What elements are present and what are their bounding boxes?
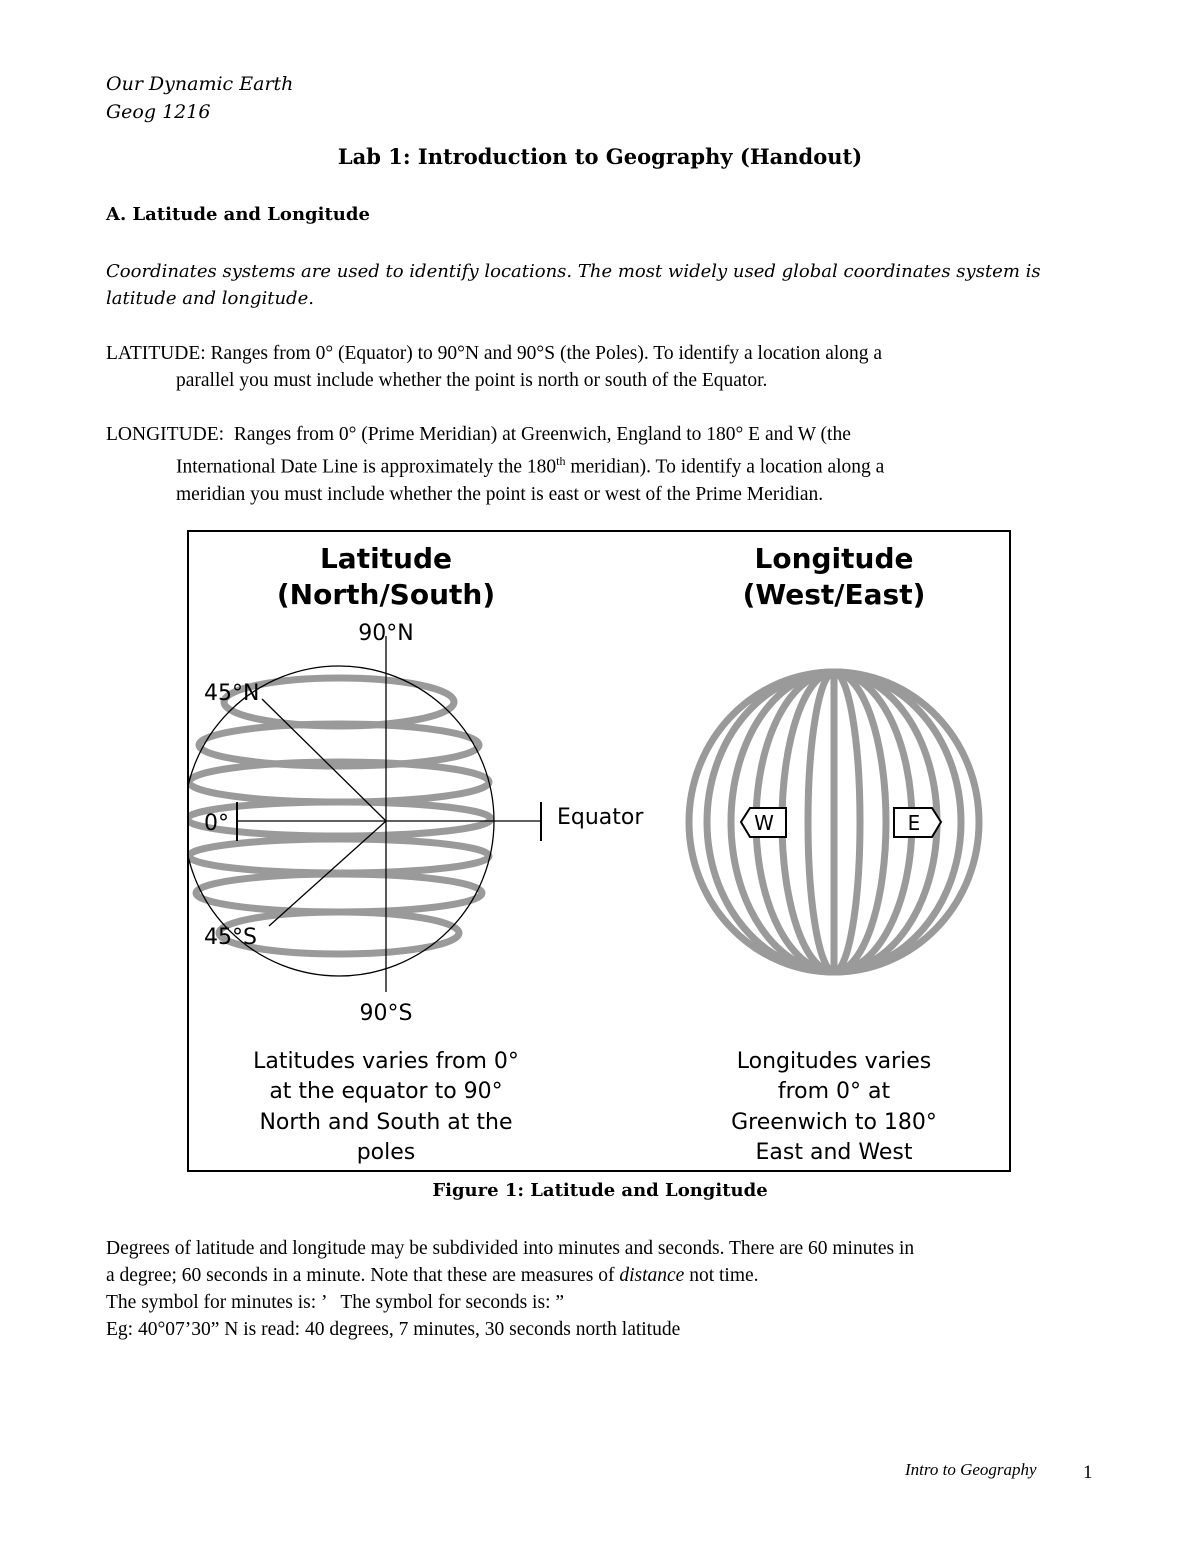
- body-line3: The symbol for minutes is: ’ The symbol for seconds is: ”: [106, 1292, 565, 1313]
- minutes-seconds-paragraph: [106, 1235, 1106, 1343]
- label-equator: Equator: [557, 805, 644, 830]
- page-title: Lab 1: Introduction to Geography (Handout): [337, 144, 863, 169]
- figure-latitude-longitude: [187, 530, 1011, 1172]
- label-east: E: [907, 811, 921, 835]
- latitude-band: [196, 874, 482, 912]
- label-45n: 45°N: [204, 681, 260, 706]
- label-90n: 90°N: [358, 621, 414, 646]
- longitude-line2a: International Date Line is approximately the 180: [176, 456, 557, 478]
- course-code: Geog 1216: [106, 101, 211, 123]
- body-line1: Degrees of latitude and longitude may be subdivided into minutes and seconds. There are 60 minutes in: [106, 1238, 915, 1259]
- longitude-desc-line: Greenwich to 180°: [731, 1110, 937, 1135]
- body-line2: [106, 1262, 1106, 1289]
- section-heading: A. Latitude and Longitude: [106, 204, 370, 225]
- longitude-title: Longitude: [754, 542, 914, 575]
- latitude-subtitle: (North/South): [276, 578, 496, 611]
- latitude-desc-line: at the equator to 90°: [269, 1079, 503, 1104]
- latitude-label: LATITUDE:: [106, 343, 206, 364]
- latitude-paragraph: [106, 340, 1096, 394]
- course-name: Our Dynamic Earth: [106, 73, 294, 95]
- latitude-desc-line: North and South at the: [259, 1110, 513, 1135]
- body-line2b: not time.: [684, 1265, 759, 1286]
- longitude-label: LONGITUDE:: [106, 424, 225, 445]
- figure-caption: Figure 1: Latitude and Longitude: [432, 1180, 768, 1201]
- longitude-desc-line: Longitudes varies: [736, 1049, 932, 1074]
- label-45s: 45°S: [204, 925, 257, 950]
- latitude-line2: parallel you must include whether the point is north or south of the Equator.: [176, 370, 768, 391]
- label-0-degrees: 0°: [204, 811, 229, 836]
- latitude-band: [189, 839, 489, 873]
- longitude-globe: [689, 672, 979, 972]
- longitude-desc-line: East and West: [755, 1140, 913, 1165]
- longitude-line3: meridian you must include whether the point is east or west of the Prime Meridian.: [176, 483, 824, 505]
- longitude-line2b: meridian). To identify a location along a: [565, 456, 885, 478]
- latitude-line1: Ranges from 0° (Equator) to 90°N and 90°S (the Poles). To identify a location along a: [210, 343, 883, 364]
- longitude-paragraph: [106, 421, 1096, 508]
- label-west: W: [754, 811, 774, 835]
- footer-text: Intro to Geography: [905, 1460, 1037, 1479]
- label-90s: 90°S: [359, 1001, 413, 1026]
- longitude-line2: [106, 448, 1096, 481]
- latitude-band: [189, 802, 491, 836]
- longitude-subtitle: (West/East): [742, 578, 926, 611]
- course-header: [106, 70, 293, 126]
- page-number: 1: [1083, 1462, 1093, 1483]
- body-line2a: a degree; 60 seconds in a minute. Note that these are measures of: [106, 1265, 620, 1286]
- ordinal-suffix: th: [556, 454, 566, 468]
- body-line4: Eg: 40°07’30” N is read: 40 degrees, 7 minutes, 30 seconds north latitude: [106, 1319, 681, 1340]
- latitude-desc-line: poles: [356, 1140, 416, 1165]
- longitude-desc-line: from 0° at: [777, 1079, 891, 1104]
- section-intro: Coordinates systems are used to identify locations. The most widely used global coordinates system is latitude and longitude.: [106, 261, 1041, 309]
- longitude-line1: Ranges from 0° (Prime Meridian) at Greenwich, England to 180° E and W (the: [233, 424, 851, 445]
- emphasis-distance: distance: [619, 1265, 685, 1286]
- latitude-title: Latitude: [319, 542, 453, 575]
- latitude-desc-line: Latitudes varies from 0°: [253, 1049, 519, 1074]
